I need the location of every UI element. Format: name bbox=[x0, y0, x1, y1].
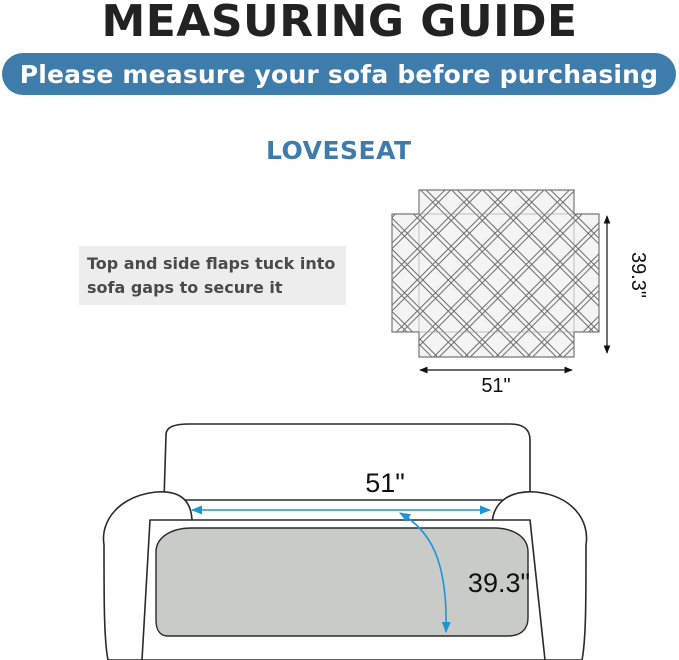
sofa-drawing bbox=[103, 424, 586, 660]
page-title: MEASURING GUIDE bbox=[101, 0, 578, 47]
sofa-back bbox=[164, 424, 530, 500]
sofa-width-label: 51" bbox=[365, 468, 405, 498]
section-title: LOVESEAT bbox=[266, 136, 412, 165]
cover-width-dimension bbox=[420, 370, 572, 397]
cover-depth-label: 39.3" bbox=[627, 251, 649, 299]
banner-text: Please measure your sofa before purchasing bbox=[19, 59, 659, 89]
sofa-depth-label: 39.3" bbox=[467, 568, 531, 598]
note-text: Top and side flaps tuck into sofa gaps to secure it bbox=[87, 254, 336, 297]
cover-depth-dimension bbox=[607, 216, 649, 353]
cover-width-label: 51" bbox=[481, 375, 511, 397]
cover-flat-drawing bbox=[392, 190, 599, 357]
